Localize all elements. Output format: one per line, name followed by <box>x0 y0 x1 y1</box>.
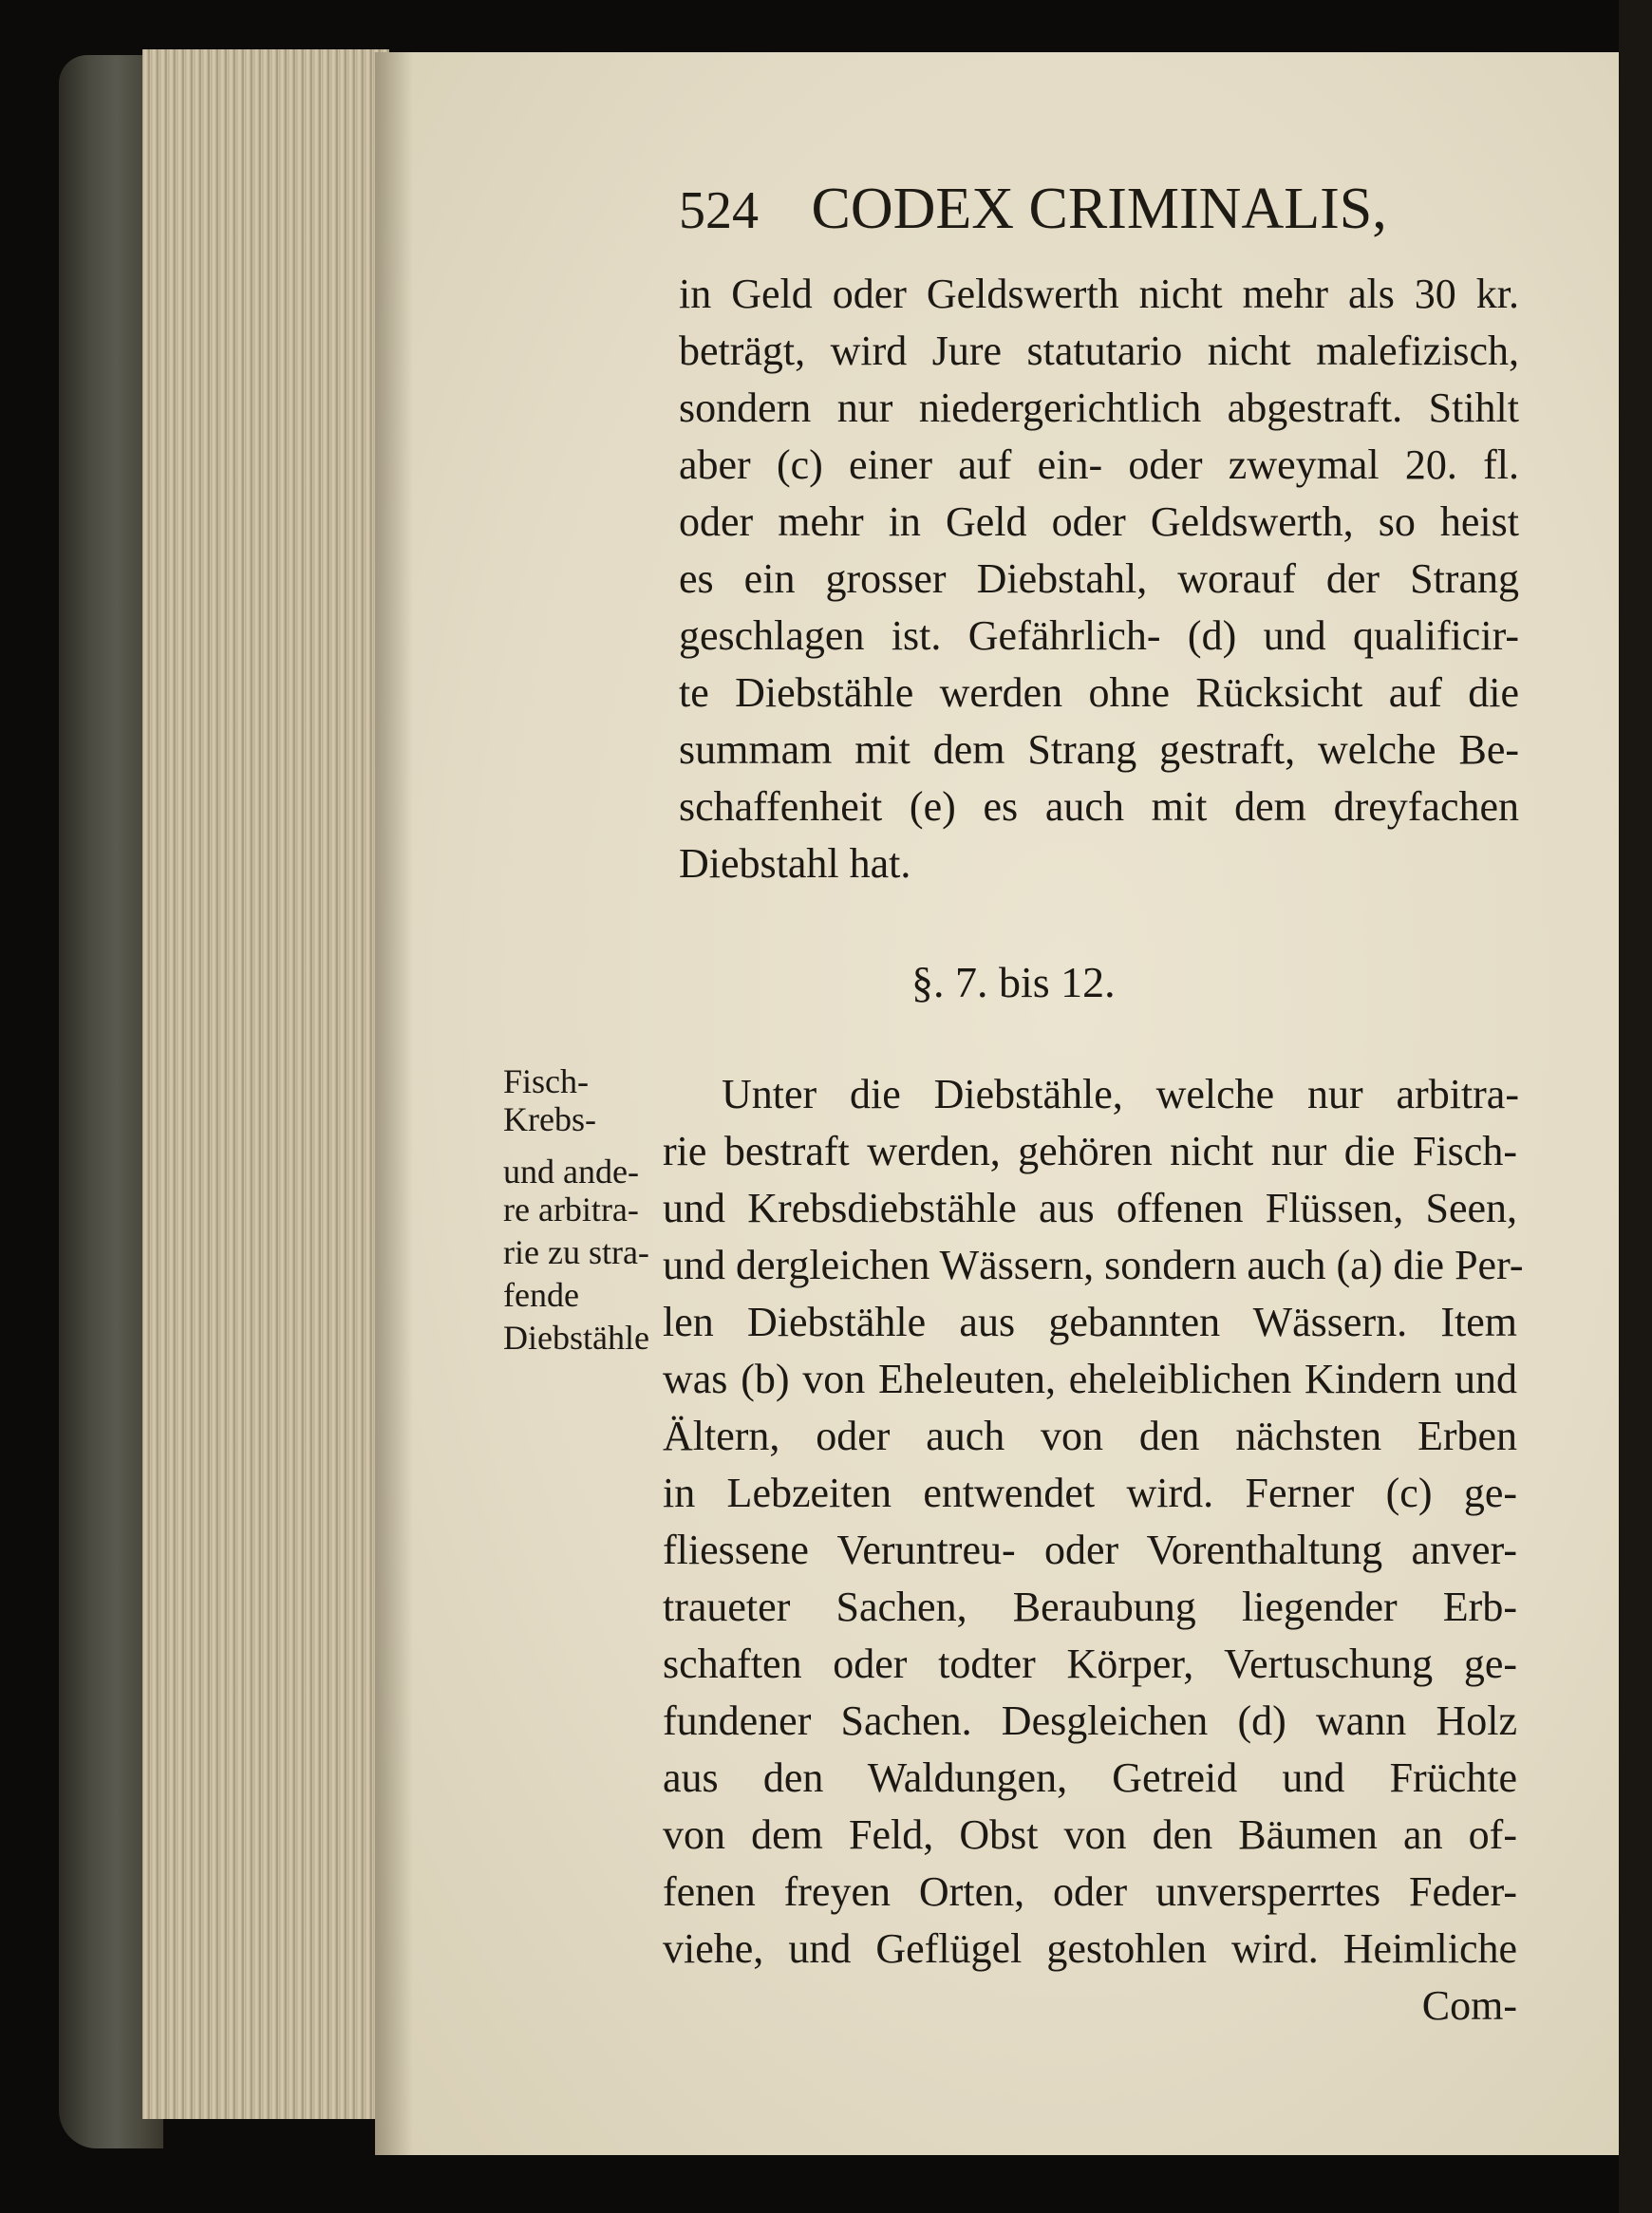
page-edges <box>142 49 389 2119</box>
marginal-note-line: Krebs- <box>503 1100 596 1138</box>
marginal-note-line: re arbitra- <box>503 1191 639 1228</box>
text-line: aber (c) einer auf ein- oder zweymal 20. fl. <box>679 441 1519 488</box>
text-line: traueter Sachen, Beraubung liegender Erb- <box>663 1584 1517 1630</box>
text-line: fenen freyen Orten, oder unversperrtes Feder- <box>663 1868 1517 1915</box>
section-heading: §. 7. bis 12. <box>911 958 1116 1006</box>
text-line: was (b) von Eheleuten, eheleiblichen Kindern und <box>663 1356 1517 1402</box>
text-line: aus den Waldungen, Getreid und Früchte <box>663 1754 1517 1801</box>
gutter-shadow <box>375 52 413 2155</box>
page-number: 524 <box>679 181 759 240</box>
text-line: beträgt, wird Jure statutario nicht malefizisch, <box>679 328 1519 374</box>
text-line: oder mehr in Geld oder Geldswerth, so heist <box>679 498 1519 545</box>
text-line: rie bestraft werden, gehören nicht nur die Fisch- <box>663 1128 1517 1174</box>
text-line: te Diebstähle werden ohne Rücksicht auf die <box>679 669 1519 716</box>
marginal-note-line: fende <box>503 1276 579 1314</box>
text-line: Diebstahl hat. <box>679 840 911 887</box>
text-line: schaften oder todter Körper, Vertuschung ge- <box>663 1641 1517 1687</box>
text-line: len Diebstähle aus gebannten Wässern. Item <box>663 1299 1517 1345</box>
text-line: von dem Feld, Obst von den Bäumen an of- <box>663 1811 1517 1858</box>
text-line: und Krebsdiebstähle aus offenen Flüssen, Seen, <box>663 1185 1517 1231</box>
text-line: schaffenheit (e) es auch mit dem dreyfachen <box>679 783 1519 830</box>
text-line: Ältern, oder auch von den nächsten Erben <box>663 1413 1517 1459</box>
marginal-note-line: und ande- <box>503 1153 639 1191</box>
text-line: Unter die Diebstähle, welche nur arbitra- <box>722 1071 1519 1117</box>
text-line: summam mit dem Strang gestraft, welche Be- <box>679 726 1519 773</box>
marginal-note-line: Diebstähle <box>503 1319 649 1357</box>
running-title: CODEX CRIMINALIS, <box>811 177 1387 241</box>
right-edge-shadow <box>1619 0 1652 2213</box>
running-header <box>679 176 1533 252</box>
text-line: es ein grosser Diebstahl, worauf der Strang <box>679 555 1519 602</box>
text-line: fundener Sachen. Desgleichen (d) wann Holz <box>663 1697 1517 1744</box>
text-line: und dergleichen Wässern, sondern auch (a) die Per- <box>663 1242 1524 1288</box>
text-line: fliessene Veruntreu- oder Vorenthaltung anver- <box>663 1527 1517 1573</box>
marginal-note-line: rie zu stra- <box>503 1233 649 1271</box>
text-line: in Geld oder Geldswerth nicht mehr als 30 kr. <box>679 271 1519 317</box>
text-line: geschlagen ist. Gefährlich- (d) und qualificir- <box>679 612 1519 659</box>
marginal-note-line: Fisch- <box>503 1062 589 1100</box>
text-line: viehe, und Geflügel gestohlen wird. Heimliche <box>663 1925 1517 1972</box>
catchword: Com- <box>1421 1982 1517 2029</box>
text-line: sondern nur niedergerichtlich abgestraft. Stihlt <box>679 384 1519 431</box>
text-line: in Lebzeiten entwendet wird. Ferner (c) ge- <box>663 1470 1517 1516</box>
